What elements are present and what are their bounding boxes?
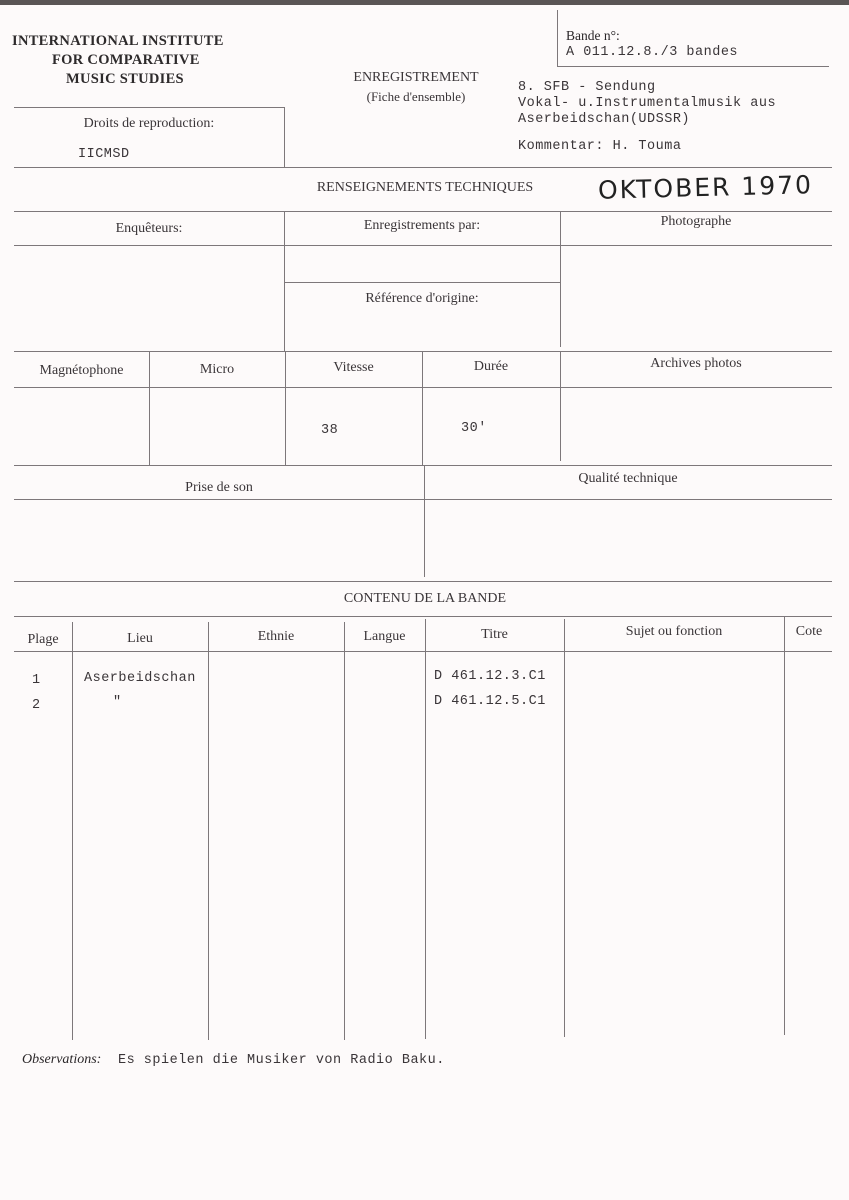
vitesse-label: Vitesse — [333, 360, 374, 375]
droits-label: Droits de reproduction: — [83, 116, 215, 131]
institute-line-1: INTERNATIONAL INSTITUTE — [12, 33, 224, 49]
enregistrement-subtitle: (Fiche d'ensemble) — [366, 89, 466, 104]
institute-line-2: FOR COMPARATIVE — [52, 52, 200, 68]
handwritten-date: OKTOBER 1970 — [597, 170, 814, 205]
prise-de-son-label: Prise de son — [185, 480, 253, 495]
droits-value: IICMSD — [78, 147, 130, 162]
header-cote: Cote — [795, 624, 823, 639]
reference-label: Référence d'origine: — [365, 291, 479, 306]
observations-value: Es spielen die Musiker von Radio Baku. — [118, 1053, 445, 1068]
enqueteurs-label: Enquêteurs: — [115, 221, 183, 236]
row-titre: D 461.12.3.C1 — [434, 669, 546, 684]
row-titre: D 461.12.5.C1 — [434, 694, 546, 709]
row-lieu: " — [113, 695, 122, 710]
description-line-2: Vokal- u.Instrumentalmusik aus — [518, 96, 777, 111]
duree-label: Durée — [473, 359, 509, 374]
micro-label: Micro — [199, 362, 235, 377]
contenu-title: CONTENU DE LA BANDE — [343, 591, 507, 606]
observations-label: Observations: — [22, 1052, 102, 1067]
magnetophone-label: Magnétophone — [39, 363, 124, 378]
header-sujet: Sujet ou fonction — [625, 624, 723, 639]
photographe-label: Photographe — [660, 214, 732, 229]
qualite-technique-label: Qualité technique — [578, 471, 678, 486]
archives-photos-label: Archives photos — [650, 356, 742, 371]
renseignements-title: RENSEIGNEMENTS TECHNIQUES — [316, 180, 534, 195]
row-plage: 2 — [32, 698, 41, 713]
header-lieu: Lieu — [127, 631, 153, 646]
header-ethnie: Ethnie — [257, 629, 295, 644]
enregistrement-title: ENREGISTREMENT — [353, 70, 479, 85]
description-line-3: Aserbeidschan(UDSSR) — [518, 112, 691, 127]
bande-label: Bande n°: — [566, 28, 620, 43]
institute-line-3: MUSIC STUDIES — [66, 71, 184, 87]
header-langue: Langue — [363, 629, 406, 644]
enregistrements-par-label: Enregistrements par: — [363, 218, 481, 233]
header-plage: Plage — [27, 632, 59, 647]
bande-value: A 011.12.8./3 bandes — [566, 45, 739, 60]
description-line-1: 8. SFB - Sendung — [518, 80, 656, 95]
vitesse-value: 38 — [321, 423, 339, 438]
description-line-4: Kommentar: H. Touma — [518, 139, 682, 154]
duree-value: 30' — [461, 421, 487, 436]
header-titre: Titre — [481, 627, 508, 642]
row-plage: 1 — [32, 673, 41, 688]
row-lieu: Aserbeidschan — [84, 671, 196, 686]
